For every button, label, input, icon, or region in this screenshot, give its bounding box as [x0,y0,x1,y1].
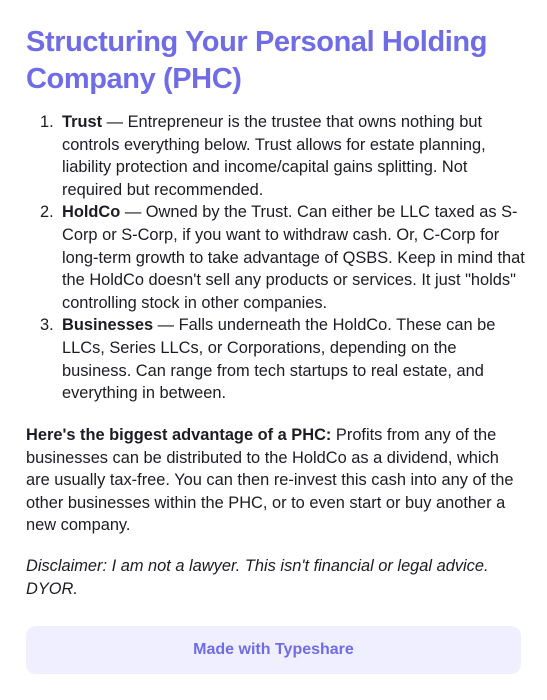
list-item-businesses [40,314,530,404]
list-item-text: — Owned by the Trust. Can either be LLC taxed as S-Corp or S-Corp, if you want to withdraw cash. Or, C-Corp for long-term growth to take advantage of QSBS. Keep in mind that the HoldCo doesn't sell any products or services. It just "holds" controlling stock in other companies. [62,203,525,312]
advantage-paragraph [26,424,526,537]
list-item-text: — Entrepreneur is the trustee that owns nothing but controls everything below. Trust allows for estate planning, liability protection and income/capital gains splitting. Not required but recommended. [62,113,486,199]
structure-list [40,111,530,405]
list-item-name: Trust [62,113,103,131]
list-item-trust [40,111,530,201]
page-title: Structuring Your Personal Holding Company (PHC) [26,26,488,95]
list-item-text: — Falls underneath the HoldCo. These can be LLCs, Series LLCs, or Corporations, depending on the business. Can range from tech startups to real estate, and everything in between. [62,316,496,403]
disclaimer: Disclaimer: I am not a lawyer. This isn't financial or legal advice. DYOR. [26,557,489,598]
list-item-name: HoldCo [62,203,121,222]
list-item-holdco [40,201,530,314]
advantage-text: Profits from any of the businesses can be distributed to the HoldCo as a dividend, which are usually tax-free. You can then re-invest this cash into any of the other businesses within the PHC, or to even start or buy another a new company. [26,426,514,535]
made-with-typeshare-button[interactable]: Made with Typeshare [26,626,521,674]
list-item-number: 3. [40,316,54,335]
advantage-lead: Here's the biggest advantage of a PHC: [26,426,332,444]
list-item-name: Businesses [62,316,154,335]
list-item-number: 2. [40,203,54,222]
list-item-number: 1. [40,113,54,131]
